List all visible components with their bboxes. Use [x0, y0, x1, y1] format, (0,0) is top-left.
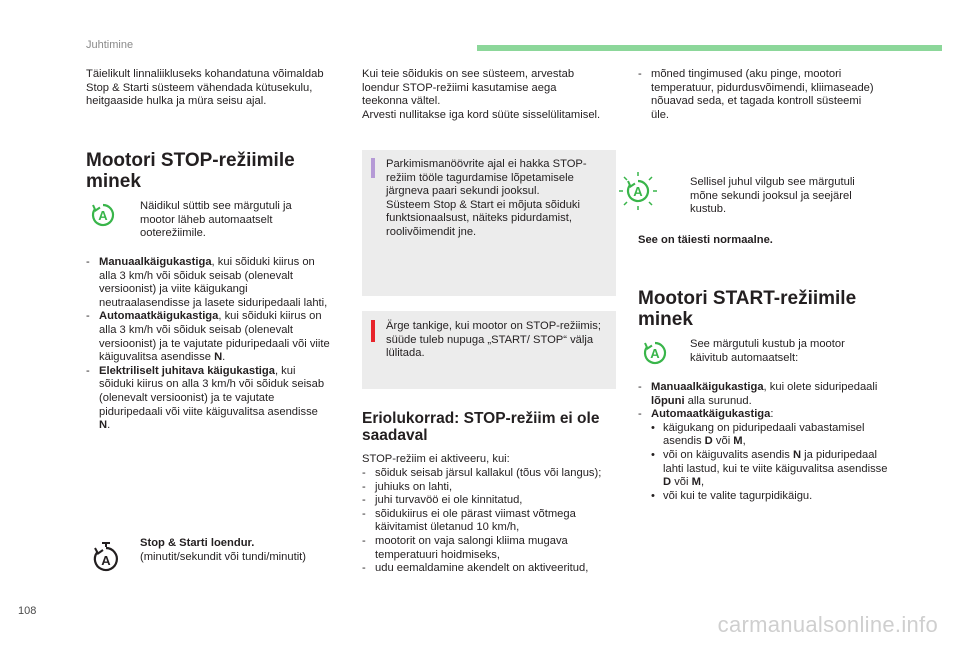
list-item: - mõned tingimused (aku pinge, mootori temperatuur, pidurdusvõimendi, kliimaseade) nõuavad seda, et tagada kontroll süsteemi üle. — [638, 68, 878, 122]
sublist-item: • või kui te valite tagurpidikäigu. — [651, 490, 888, 504]
normal-note: See on täiesti normaalne. — [638, 234, 773, 246]
watermark: carmanualsonline.info — [717, 612, 938, 637]
info-note-text: Parkimismanöövrite ajal ei hakka STOP-režiim tööle tagurdamise lõpetamisele järgneva paari sekundi jooksul. Süsteem Stop & Start ei mõjuta sõiduki funktsionaalsust, näiteks pidurdamist, roolivõimendit jne. — [386, 158, 587, 238]
list-item: - Automaatkäigukastiga: • käigukang on piduripedaali vabastamisel asendis D või M, • või on käiguvalits asendis N ja piduripedaal lahti lastud, kui te viite käiguvalitsa asendisse D või M, • või kui te valite tagurpidikäigu. — [638, 408, 888, 503]
sublist-item: • käigukang on piduripedaali vabastamisel asendis D või M, — [651, 422, 888, 449]
stop-conditions-list — [86, 256, 332, 433]
sublist-item: • või on käiguvalits asendis N ja piduripedaal lahti lastud, kui te viite käiguvalitsa asendisse D või M, — [651, 449, 888, 490]
list-item: - juhiuks on lahti, — [362, 481, 616, 495]
warning-icon — [371, 320, 375, 342]
svg-text:A: A — [650, 346, 660, 361]
list-item: - udu eemaldamine akendelt on aktiveeritud, — [362, 562, 616, 576]
section-accent-bar — [477, 45, 942, 51]
start-mode-title: Mootori START-režiimile minek — [638, 288, 857, 330]
icon-letter: A — [98, 208, 108, 223]
exceptions-title: Eriolukorrad: STOP-režiim ei ole saadaval — [362, 410, 600, 444]
section-label: Juhtimine — [86, 39, 134, 51]
counter-info-paragraph: Kui teie sõidukis on see süsteem, arvestab loendur STOP-režiimi kasutamise aega teekonna vältel. Arvesti nullitakse iga kord süüte sisselülitamisel. — [362, 68, 601, 121]
page-number: 108 — [18, 605, 37, 617]
stop-mode-title: Mootori STOP-režiimile minek — [86, 150, 295, 192]
counter-description: Stop & Starti loendur. (minutit/sekundit või tundi/minutit) — [140, 537, 307, 563]
list-item: - Elektriliselt juhitava käigukastiga, kui sõiduki kiirus on alla 3 km/h või sõiduk seisab (olenevalt versioonist) ja te vajutate piduripedaali või viite käiguvalitsa asendisse N. — [86, 365, 332, 433]
list-item: - Automaatkäigukastiga, kui sõiduki kiirus on alla 3 km/h või sõiduk seisab (olenevalt versioonist) ja te vajutate piduripedaali või viite käiguvalitsa asendisse N. — [86, 310, 332, 364]
list-item: - mootorit on vaja salongi kliima mugava temperatuuri hoidmiseks, — [362, 535, 616, 562]
start-conditions-list — [638, 381, 888, 503]
start-green-icon — [640, 338, 670, 368]
info-note-box — [362, 150, 616, 296]
warning-note-box — [362, 311, 616, 389]
warning-note-text: Ärge tankige, kui mootor on STOP-režiimis; süüde tuleb nupuga „START/ STOP“ välja lülitada. — [386, 320, 601, 360]
stop-start-counter-icon — [90, 541, 122, 575]
list-item: - sõiduk seisab järsul kallakul (tõus või langus); — [362, 467, 616, 481]
svg-text:A: A — [633, 184, 643, 199]
stop-icon-description: Näidikul süttib see märgutuli ja mootor läheb automaatselt ooterežiimile. — [140, 200, 292, 240]
list-item: - Manuaalkäigukastiga, kui olete siduripedaali lõpuni alla surunud. — [638, 381, 888, 408]
automatic-gearbox-sublist — [651, 422, 888, 504]
svg-text:A: A — [101, 553, 111, 568]
stop-start-green-icon — [88, 200, 118, 230]
list-item: - juhi turvavöö ei ole kinnitatud, — [362, 494, 616, 508]
list-item: - sõidukiirus ei ole pärast viimast võtmega käivitamist ületanud 10 km/h, — [362, 508, 616, 535]
start-icon-description: See märgutuli kustub ja mootor käivitub automaatselt: — [690, 338, 845, 364]
info-icon — [371, 158, 375, 178]
blink-description: Sellisel juhul vilgub see märgutuli mõne sekundi jooksul ja seejärel kustub. — [690, 176, 855, 216]
exceptions-list — [362, 467, 616, 576]
intro-paragraph: Täielikult linnaliikluseks kohandatuna võimaldab Stop & Starti süsteem vähendada kütusekulu, heitgaaside hulka ja müra seisu ajal. — [86, 68, 324, 108]
blinking-stop-start-icon — [618, 171, 658, 211]
list-item: - Manuaalkäigukastiga, kui sõiduki kiirus on alla 3 km/h või sõiduk seisab (olenevalt versioonist) ja viite käigukangi neutraalasendisse ja lasete siduripedaali lahti, — [86, 256, 332, 310]
exceptions-list-continued — [638, 68, 878, 122]
exceptions-intro: STOP-režiim ei aktiveeru, kui: — [362, 453, 510, 465]
